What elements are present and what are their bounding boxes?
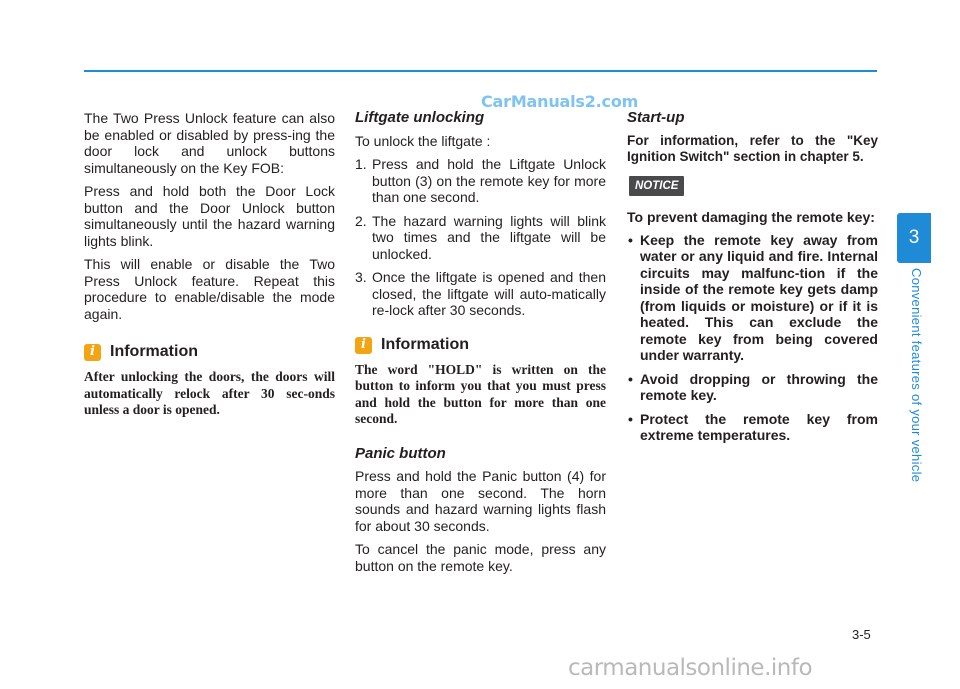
- info-body: After unlocking the doors, the doors will automatically relock after 30 sec-onds unless a door is opened.: [84, 369, 335, 417]
- liftgate-heading: Liftgate unlocking: [355, 109, 485, 126]
- startup-para: For information, refer to the "Key Ignition Switch" section in chapter 5.: [627, 132, 878, 164]
- info-heading: [355, 337, 606, 354]
- chapter-title: Convenient features of your vehicle: [909, 268, 924, 483]
- info-title: Information: [381, 335, 469, 353]
- bullet-glyph: •: [628, 231, 633, 248]
- list-item: [627, 411, 878, 444]
- liftgate-steps: [355, 156, 606, 319]
- notice-label: NOTICE: [629, 176, 684, 197]
- step-number: 1.: [355, 156, 367, 172]
- bullet-glyph: •: [628, 410, 633, 427]
- step-number: 2.: [355, 212, 367, 229]
- panic-para-2: To cancel the panic mode, press any button on the remote key.: [355, 541, 606, 574]
- page-number: 3-5: [852, 627, 871, 642]
- step-text: Press and hold the Liftgate Unlock button (3) on the remote key for more than one second.: [372, 156, 606, 205]
- list-item: [627, 232, 878, 364]
- bullet-text: Protect the remote key from extreme temperatures.: [640, 410, 878, 443]
- info-heading: [84, 344, 335, 361]
- list-item: [355, 156, 606, 206]
- list-item: [355, 269, 606, 319]
- header-rule: [84, 70, 877, 72]
- list-item: [627, 371, 878, 404]
- info-body: The word "HOLD" is written on the button to inform you that you must press and hold the button for more than one second.: [355, 361, 606, 426]
- bullet-glyph: •: [628, 370, 633, 387]
- info-icon: i: [355, 337, 372, 354]
- bullet-text: Avoid dropping or throwing the remote key.: [640, 370, 878, 403]
- column-1: [84, 110, 335, 419]
- info-title: Information: [110, 343, 198, 361]
- panic-para-1: Press and hold the Panic button (4) for more than one second. The horn sounds and hazard warning lights flash for about 30 seconds.: [355, 468, 606, 534]
- step-text: Once the liftgate is opened and then closed, the liftgate will auto-matically re-lock after 30 seconds.: [372, 269, 606, 318]
- notice-intro: To prevent damaging the remote key:: [627, 209, 875, 225]
- two-press-para-3: This will enable or disable the Two Press Unlock feature. Repeat this procedure to enable/disable the mode again.: [84, 256, 335, 322]
- column-3: [627, 110, 878, 451]
- chapter-tab: 3: [897, 213, 931, 263]
- step-number: 3.: [355, 269, 367, 285]
- watermark-top[interactable]: CarManuals2.com: [481, 92, 639, 111]
- bullet-text: Keep the remote key away from water or any liquid and fire. Internal circuits may malfunc-tion if the inside of the remote key gets damp (from liquids or moisture) or if it is heated. This can exclude the remote key from being covered under warranty.: [640, 231, 878, 363]
- two-press-para-2: Press and hold both the Door Lock button and the Door Unlock button simultaneously until the hazard warning lights blink.: [84, 183, 335, 249]
- info-icon: i: [84, 344, 101, 361]
- list-item: [355, 213, 606, 263]
- column-2: [355, 110, 606, 581]
- two-press-para-1: The Two Press Unlock feature can also be enabled or disabled by press-ing the door lock and unlock buttons simultaneously on the Key FOB:: [84, 110, 335, 176]
- liftgate-intro: To unlock the liftgate :: [355, 132, 491, 149]
- watermark-bottom[interactable]: carmanualsonline.info: [568, 655, 813, 681]
- notice-bullets: [627, 232, 878, 444]
- panic-heading: Panic button: [355, 444, 446, 462]
- startup-heading: Start-up: [627, 109, 685, 126]
- step-text: The hazard warning lights will blink two times and the liftgate will be unlocked.: [372, 212, 606, 262]
